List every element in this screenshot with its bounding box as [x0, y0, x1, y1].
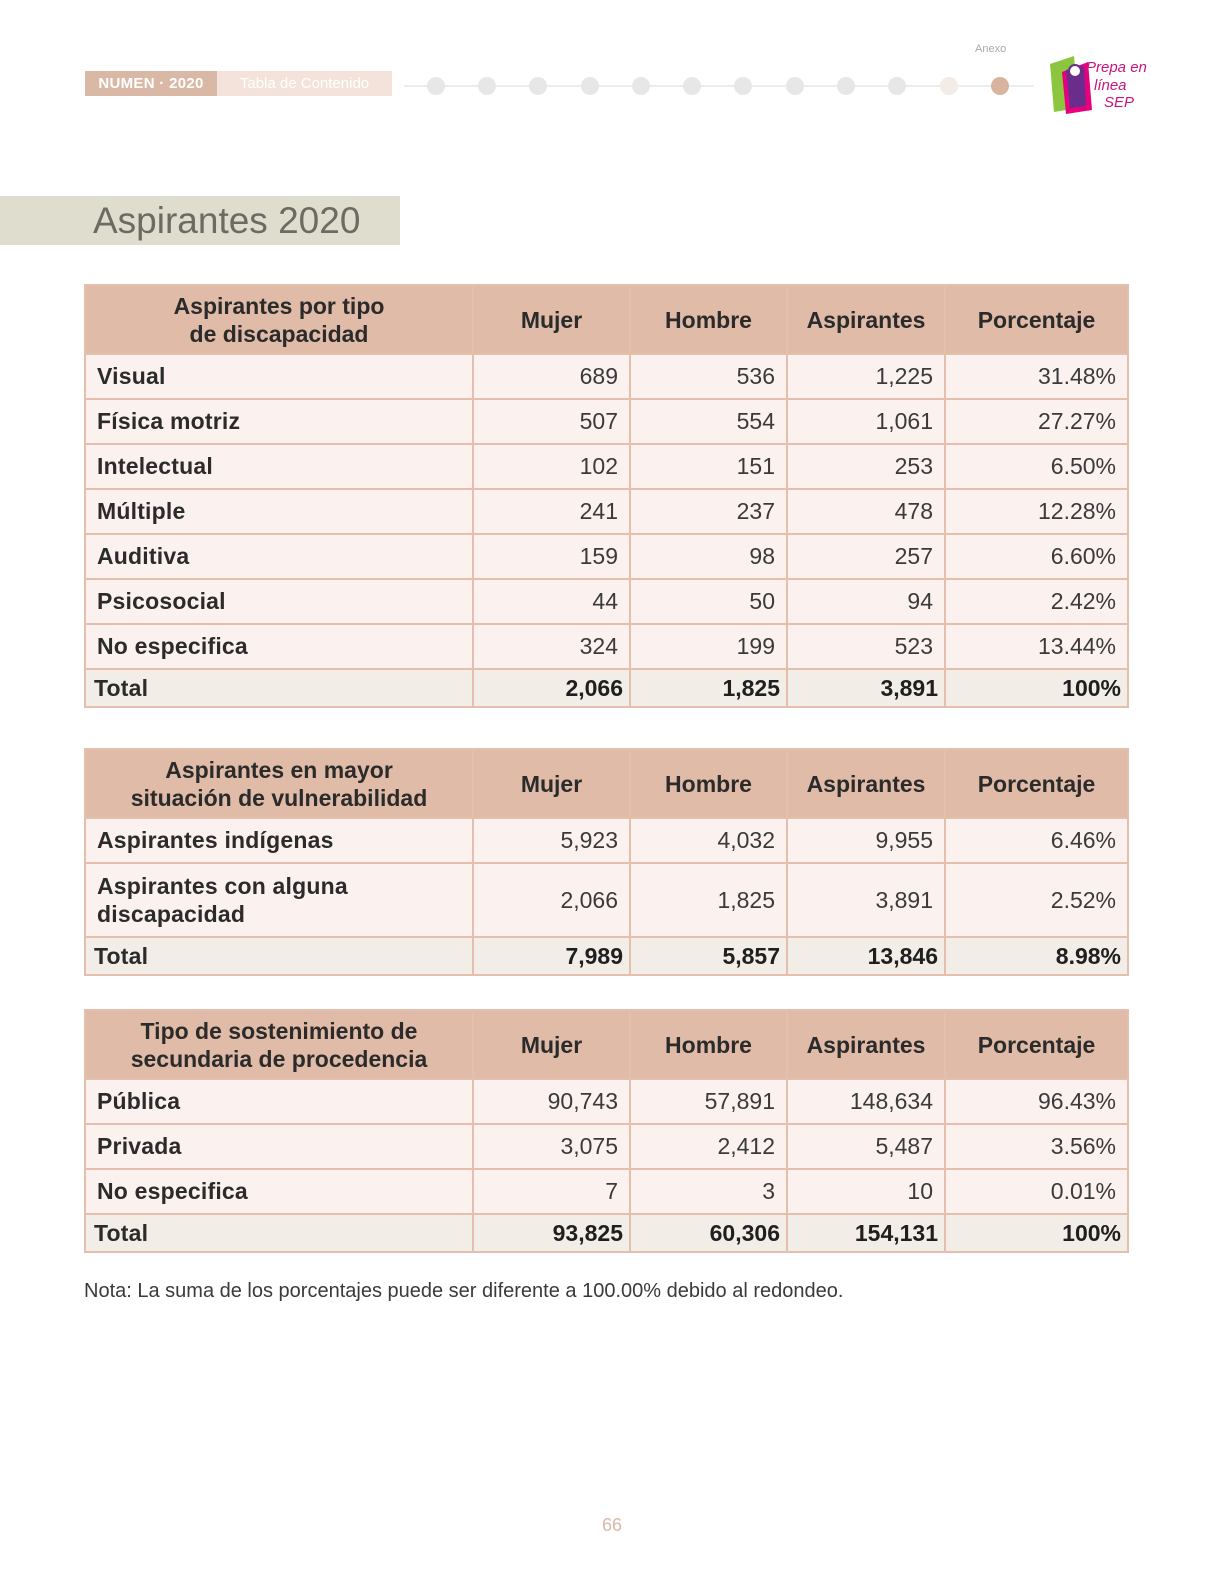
- row-label: Aspirantes con alguna discapacidad: [85, 863, 473, 937]
- cell-value: 90,743: [473, 1079, 630, 1124]
- cell-value: 148,634: [787, 1079, 945, 1124]
- cell-value: 2.42%: [945, 579, 1128, 624]
- column-header: Mujer: [473, 749, 630, 818]
- table-header-row: [85, 749, 1128, 818]
- cell-value: 2,412: [630, 1124, 787, 1169]
- cell-value: 6.60%: [945, 534, 1128, 579]
- cell-value: 10: [787, 1169, 945, 1214]
- column-header: Porcentaje: [945, 749, 1128, 818]
- table-row: [85, 863, 1128, 937]
- cell-value: 6.50%: [945, 444, 1128, 489]
- total-value: 93,825: [473, 1214, 630, 1252]
- row-label: Visual: [85, 354, 473, 399]
- cell-value: 2.52%: [945, 863, 1128, 937]
- total-value: 2,066: [473, 669, 630, 707]
- table-row: [85, 534, 1128, 579]
- cell-value: 554: [630, 399, 787, 444]
- cell-value: 3.56%: [945, 1124, 1128, 1169]
- prepa-en-linea-sep-logo: [1048, 50, 1147, 116]
- total-value: 100%: [945, 1214, 1128, 1252]
- progress-dot[interactable]: [837, 77, 855, 95]
- cell-value: 6.46%: [945, 818, 1128, 863]
- progress-dot[interactable]: [734, 77, 752, 95]
- disability-type-table: [84, 284, 1129, 708]
- row-label: Psicosocial: [85, 579, 473, 624]
- total-value: 5,857: [630, 937, 787, 975]
- progress-dot[interactable]: [888, 77, 906, 95]
- total-value: 13,846: [787, 937, 945, 975]
- cell-value: 241: [473, 489, 630, 534]
- progress-dot-current[interactable]: [991, 77, 1009, 95]
- table-row: [85, 818, 1128, 863]
- progress-dot[interactable]: [478, 77, 496, 95]
- total-label: Total: [85, 937, 473, 975]
- cell-value: 12.28%: [945, 489, 1128, 534]
- column-header: Aspirantes: [787, 749, 945, 818]
- row-label: Auditiva: [85, 534, 473, 579]
- total-value: 8.98%: [945, 937, 1128, 975]
- progress-dot[interactable]: [683, 77, 701, 95]
- cell-value: 3: [630, 1169, 787, 1214]
- cell-value: 4,032: [630, 818, 787, 863]
- cell-value: 237: [630, 489, 787, 534]
- row-label: Pública: [85, 1079, 473, 1124]
- column-header: Mujer: [473, 285, 630, 354]
- total-value: 7,989: [473, 937, 630, 975]
- cell-value: 44: [473, 579, 630, 624]
- cell-value: 57,891: [630, 1079, 787, 1124]
- progress-dot[interactable]: [786, 77, 804, 95]
- total-value: 154,131: [787, 1214, 945, 1252]
- cell-value: 1,225: [787, 354, 945, 399]
- total-value: 1,825: [630, 669, 787, 707]
- svg-text:SEP: SEP: [1104, 94, 1135, 111]
- column-header: Aspirantes: [787, 1010, 945, 1079]
- table-row: [85, 1124, 1128, 1169]
- page-number: 66: [601, 1515, 623, 1535]
- table-header-category: Aspirantes por tipo de discapacidad: [85, 285, 473, 354]
- cell-value: 3,891: [787, 863, 945, 937]
- column-header: Hombre: [630, 285, 787, 354]
- cell-value: 5,923: [473, 818, 630, 863]
- table-row: [85, 354, 1128, 399]
- total-value: 3,891: [787, 669, 945, 707]
- cell-value: 98: [630, 534, 787, 579]
- cell-value: 31.48%: [945, 354, 1128, 399]
- cell-value: 9,955: [787, 818, 945, 863]
- total-value: 60,306: [630, 1214, 787, 1252]
- table-row: [85, 444, 1128, 489]
- cell-value: 0.01%: [945, 1169, 1128, 1214]
- page-title: Aspirantes 2020: [93, 200, 361, 241]
- cell-value: 1,825: [630, 863, 787, 937]
- progress-dot[interactable]: [632, 77, 650, 95]
- table-of-contents-link[interactable]: Tabla de Contenido: [217, 71, 392, 96]
- total-value: 100%: [945, 669, 1128, 707]
- footnote: Nota: La suma de los porcentajes puede ser diferente a 100.00% debido al redondeo.: [84, 1280, 844, 1302]
- cell-value: 1,061: [787, 399, 945, 444]
- table-row: [85, 579, 1128, 624]
- row-label: Privada: [85, 1124, 473, 1169]
- cell-value: 94: [787, 579, 945, 624]
- table-header-category: Aspirantes en mayor situación de vulnerabilidad: [85, 749, 473, 818]
- column-header: Hombre: [630, 749, 787, 818]
- column-header: Hombre: [630, 1010, 787, 1079]
- progress-dot[interactable]: [529, 77, 547, 95]
- progress-dot[interactable]: [581, 77, 599, 95]
- progress-dot[interactable]: [940, 77, 958, 95]
- cell-value: 13.44%: [945, 624, 1128, 669]
- table-header-row: [85, 285, 1128, 354]
- cell-value: 257: [787, 534, 945, 579]
- progress-dot[interactable]: [427, 77, 445, 95]
- cell-value: 324: [473, 624, 630, 669]
- table-row: [85, 1169, 1128, 1214]
- svg-text:Prepa en: Prepa en: [1086, 59, 1147, 76]
- column-header: Porcentaje: [945, 1010, 1128, 1079]
- row-label: No especifica: [85, 624, 473, 669]
- cell-value: 96.43%: [945, 1079, 1128, 1124]
- cell-value: 536: [630, 354, 787, 399]
- vulnerability-table: [84, 748, 1129, 976]
- total-label: Total: [85, 669, 473, 707]
- row-label: Aspirantes indígenas: [85, 818, 473, 863]
- publication-badge: NUMEN · 2020: [85, 71, 217, 96]
- total-label: Total: [85, 1214, 473, 1252]
- cell-value: 523: [787, 624, 945, 669]
- row-label: Intelectual: [85, 444, 473, 489]
- cell-value: 689: [473, 354, 630, 399]
- column-header: Aspirantes: [787, 285, 945, 354]
- table-row: [85, 399, 1128, 444]
- cell-value: 199: [630, 624, 787, 669]
- school-funding-table: [84, 1009, 1129, 1253]
- section-label: Anexo: [975, 43, 1007, 55]
- column-header: Mujer: [473, 1010, 630, 1079]
- cell-value: 159: [473, 534, 630, 579]
- table-total-row: [85, 669, 1128, 707]
- cell-value: 151: [630, 444, 787, 489]
- table-row: [85, 489, 1128, 534]
- cell-value: 3,075: [473, 1124, 630, 1169]
- cell-value: 102: [473, 444, 630, 489]
- table-row: [85, 624, 1128, 669]
- cell-value: 27.27%: [945, 399, 1128, 444]
- cell-value: 507: [473, 399, 630, 444]
- table-header-row: [85, 1010, 1128, 1079]
- column-header: Porcentaje: [945, 285, 1128, 354]
- cell-value: 2,066: [473, 863, 630, 937]
- cell-value: 50: [630, 579, 787, 624]
- table-header-category: Tipo de sostenimiento de secundaria de procedencia: [85, 1010, 473, 1079]
- table-total-row: [85, 937, 1128, 975]
- row-label: Física motriz: [85, 399, 473, 444]
- row-label: Múltiple: [85, 489, 473, 534]
- cell-value: 7: [473, 1169, 630, 1214]
- table-row: [85, 1079, 1128, 1124]
- cell-value: 5,487: [787, 1124, 945, 1169]
- row-label: No especifica: [85, 1169, 473, 1214]
- cell-value: 253: [787, 444, 945, 489]
- table-total-row: [85, 1214, 1128, 1252]
- cell-value: 478: [787, 489, 945, 534]
- svg-text:línea: línea: [1094, 77, 1127, 94]
